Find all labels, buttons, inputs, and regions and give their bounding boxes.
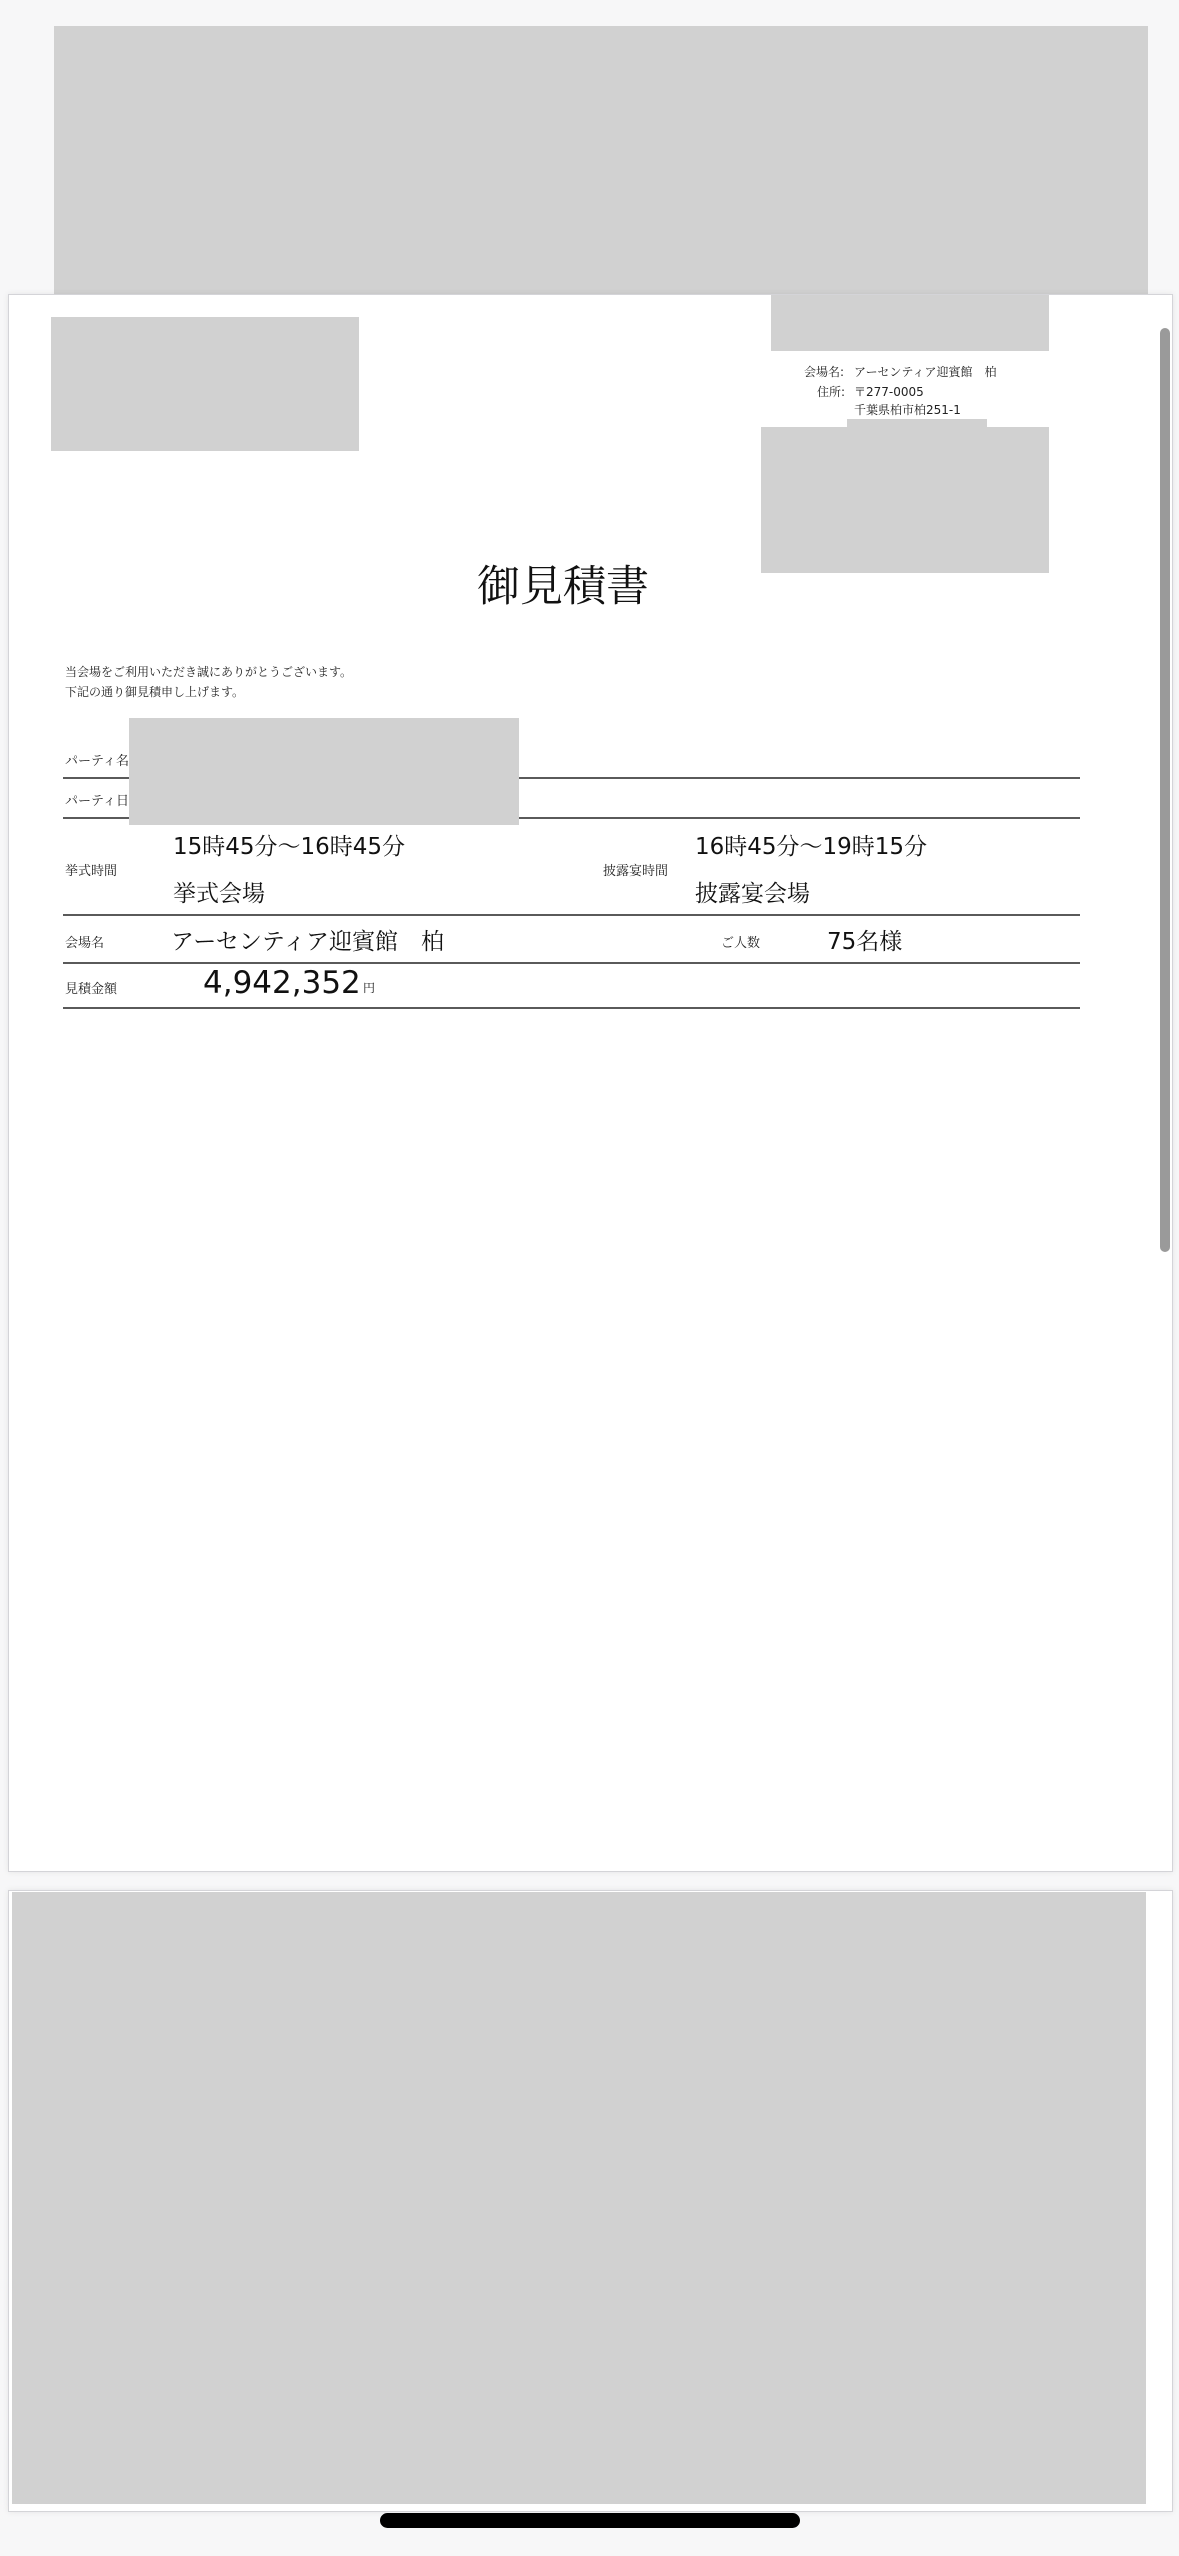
ceremony-time-label: 挙式時間: [65, 864, 118, 879]
redacted-header-block: [54, 26, 1148, 294]
party-name-label: パーティ名: [65, 754, 129, 769]
redacted-party-details: [129, 718, 519, 825]
document-title: 御見積書: [477, 562, 649, 612]
ceremony-time: 15時45分〜16時45分: [173, 834, 406, 860]
address-label: 住所:: [817, 385, 846, 399]
venue-name-label: 会場名: [65, 936, 105, 951]
redacted-logo: [51, 317, 359, 451]
redacted-page-2: [12, 1892, 1146, 2504]
estimate-label: 見積金額: [65, 982, 118, 997]
estimate-unit: 円: [363, 981, 376, 995]
venue-name: アーセンティア迎賓館 柏: [171, 929, 445, 955]
venue-rule: [63, 962, 1080, 964]
estimate-amount: 4,942,352: [203, 965, 361, 1001]
reception-venue: 披露宴会場: [695, 881, 810, 907]
party-date-label: パーティ日: [65, 794, 129, 809]
home-indicator: [380, 2513, 800, 2528]
postal-code: 〒277-0005: [854, 385, 924, 399]
venue-info-label: 会場名:: [804, 365, 845, 379]
reception-time-label: 披露宴時間: [603, 864, 669, 879]
estimate-rule: [63, 1007, 1080, 1009]
guest-count: 75名様: [827, 929, 903, 955]
intro-line-2: 下記の通り御見積申し上げます。: [65, 685, 245, 699]
intro-line-1: 当会場をご利用いただき誠にありがとうございます。: [65, 665, 353, 679]
redacted-stamp: [761, 427, 1049, 573]
ceremony-venue: 挙式会場: [173, 881, 265, 907]
venue-info-value: アーセンティア迎賓館 柏: [854, 365, 997, 379]
redacted-top-right: [771, 295, 1049, 351]
document-page: [8, 294, 1173, 1872]
times-rule: [63, 914, 1080, 916]
reception-time: 16時45分〜19時15分: [695, 834, 928, 860]
address-line: 千葉県柏市柏251-1: [854, 403, 961, 417]
vertical-scrollbar[interactable]: [1160, 328, 1170, 1252]
guests-label: ご人数: [721, 936, 761, 951]
